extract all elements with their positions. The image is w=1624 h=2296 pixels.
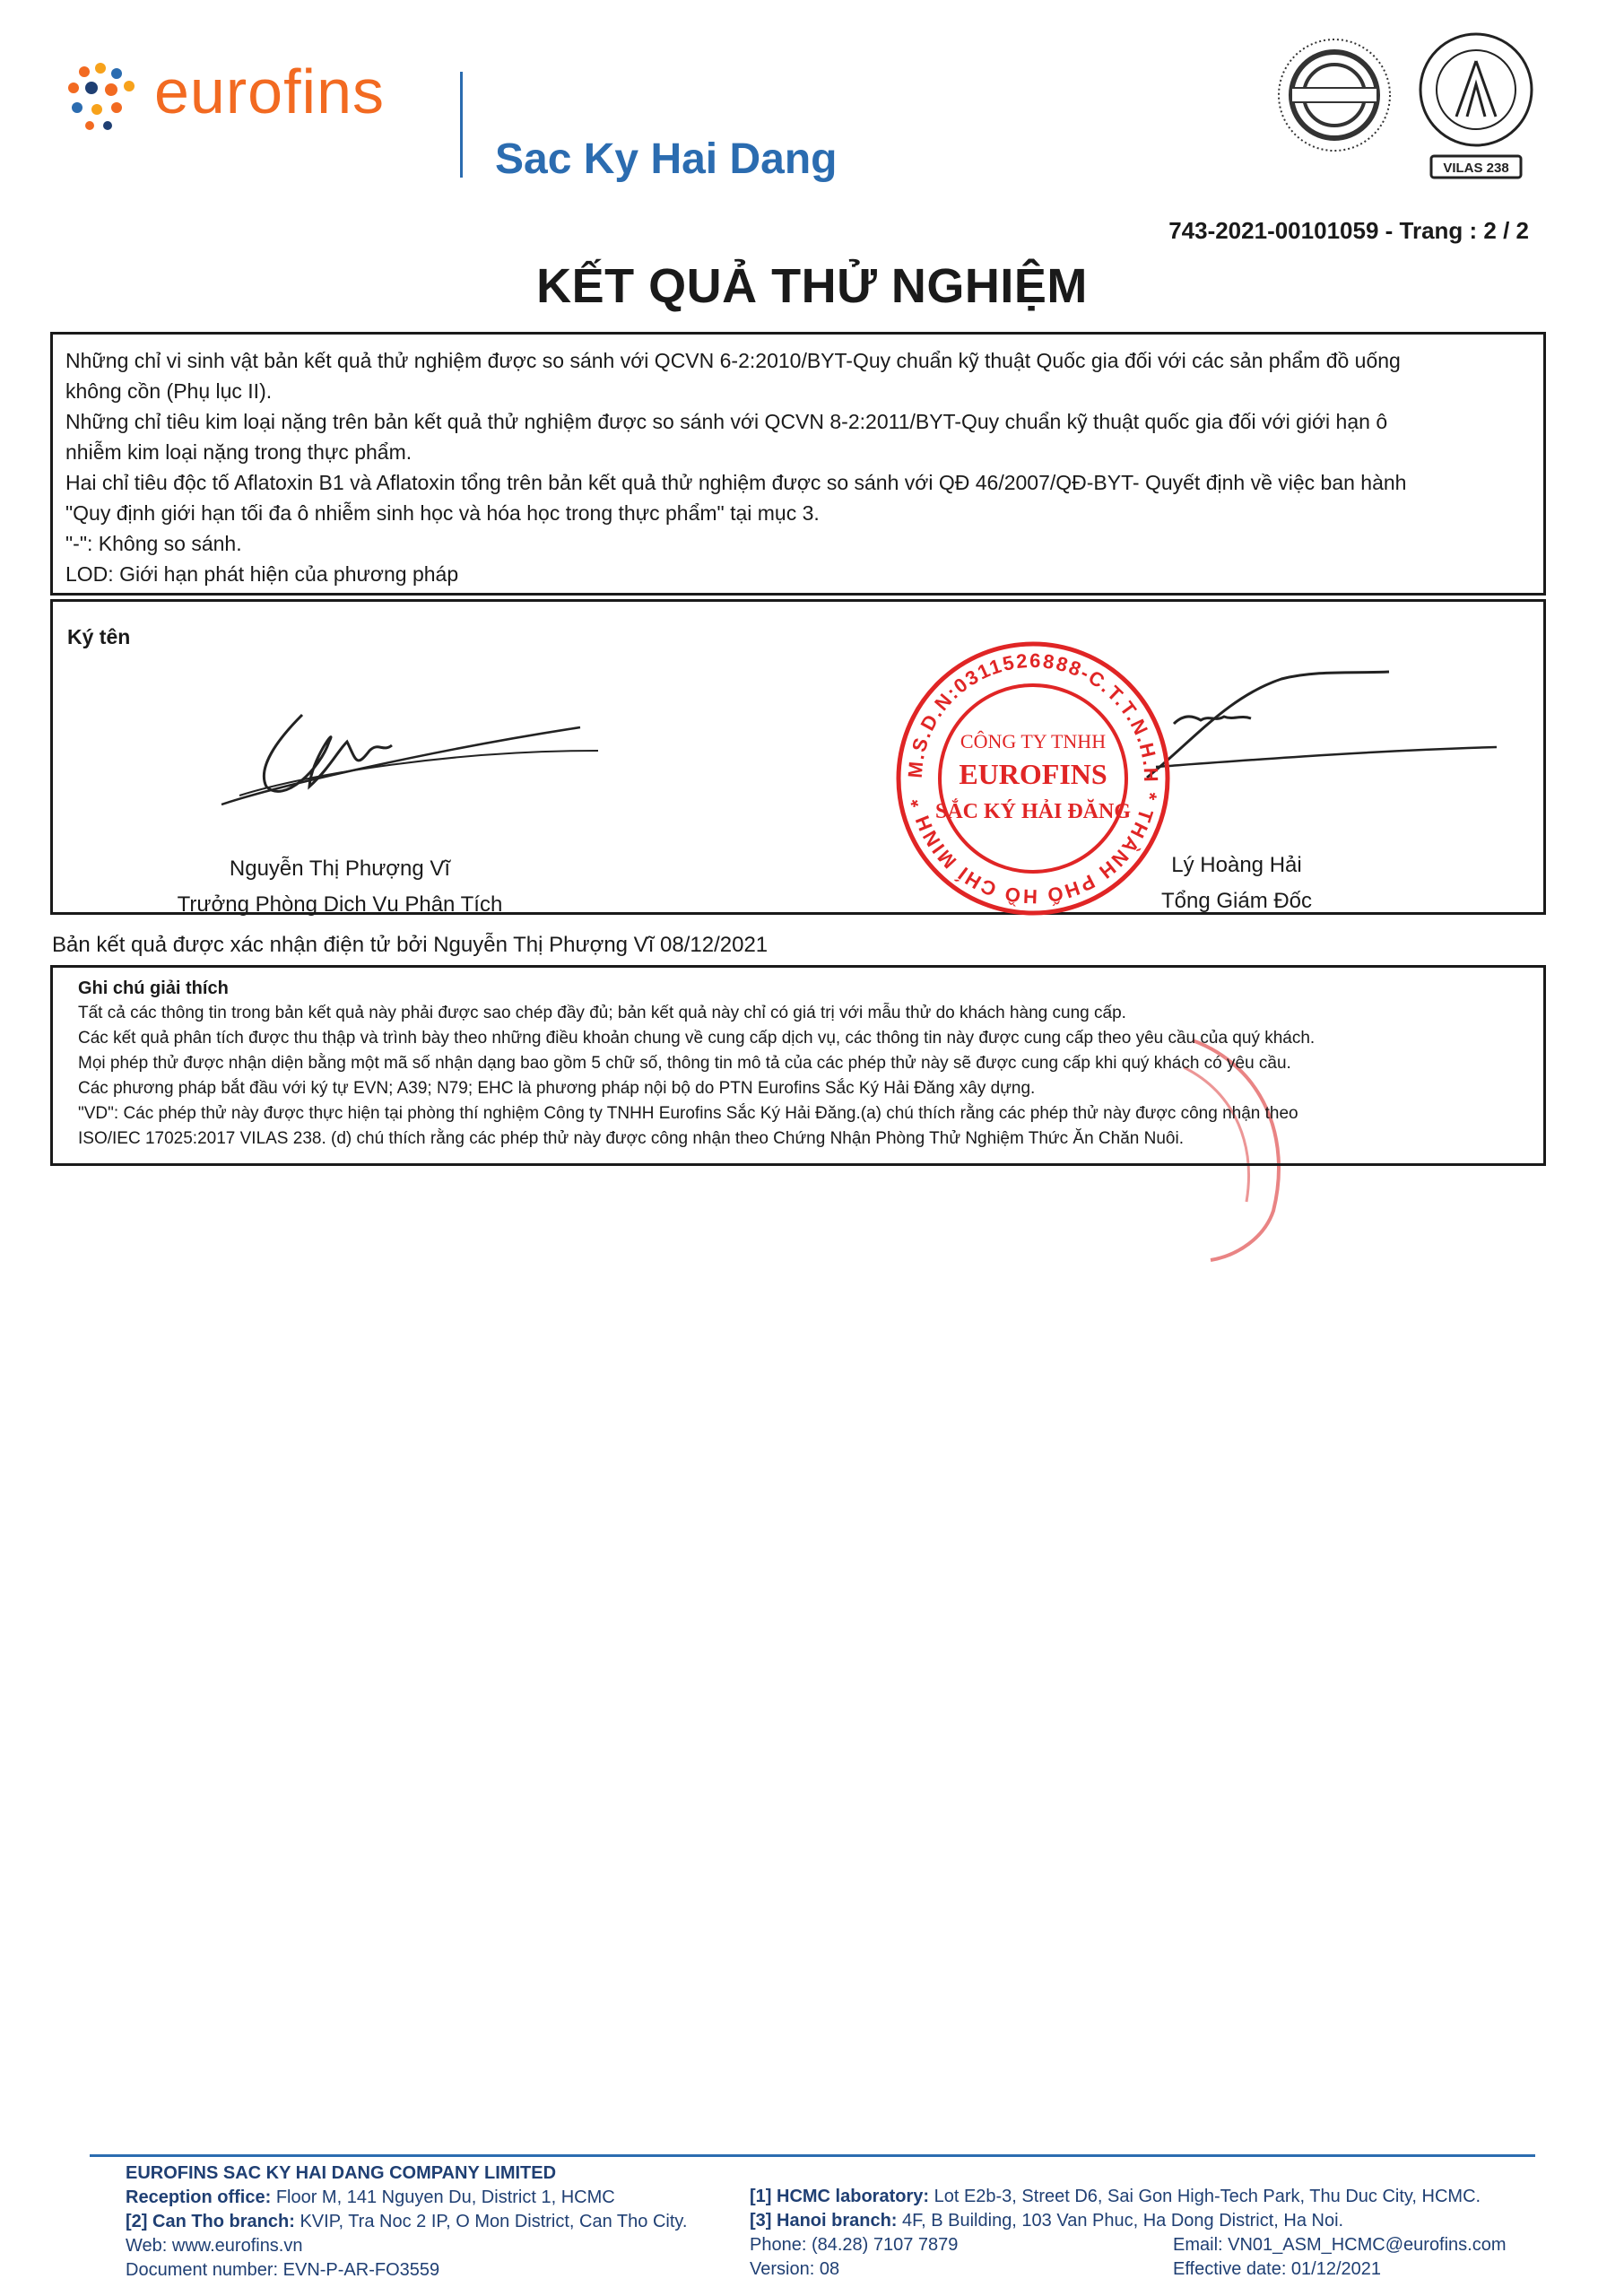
footer-divider <box>90 2154 1535 2157</box>
brand-logo-text: eurofins <box>154 57 386 126</box>
footer-company: EUROFINS SAC KY HAI DANG COMPANY LIMITED <box>126 2163 557 2183</box>
signature-right-icon <box>1120 661 1515 796</box>
legal-line: Mọi phép thử được nhận diện bằng một mã số nhận dạng bao gồm 5 chữ số, thông tin mô tả của các phép thử này sẽ được cung cấp khi quý khách có yêu cầu. <box>78 1054 1291 1073</box>
eurofins-logo-icon <box>65 61 145 133</box>
signature-label: Ký tên <box>67 625 131 648</box>
vilas-label: VILAS 238 <box>1443 161 1509 176</box>
note-line: nhiễm kim loại nặng trong thực phẩm. <box>65 440 413 464</box>
signer-right-name: Lý Hoàng Hải <box>1171 853 1302 877</box>
footer-hanoi: 4F, B Building, 103 Van Phuc, Ha Dong District, Ha Noi. <box>902 2211 1344 2231</box>
note-line: "Quy định giới hạn tối đa ô nhiễm sinh học và hóa học trong thực phẩm" tại mục 3. <box>65 501 820 525</box>
electronic-confirmation: Bản kết quả được xác nhận điện tử bởi Nguyễn Thị Phượng Vĩ 08/12/2021 <box>52 933 769 957</box>
bureau-of-accreditation-seal-icon <box>1417 30 1535 181</box>
legal-line: Tất cả các thông tin trong bản kết quả này phải được sao chép đầy đủ; bản kết quả này chỉ có giá trị với mẫu thử do khách hàng cung cấp. <box>78 1004 1126 1022</box>
footer-hanoi-label: [3] Hanoi branch: <box>750 2211 898 2231</box>
footer-phone: Phone: (84.28) 7107 7879 <box>750 2235 959 2255</box>
svg-text:EUROFINS: EUROFINS <box>959 758 1107 790</box>
note-line: LOD: Giới hạn phát hiện của phương pháp <box>65 562 459 586</box>
footer-docnum: Document number: EVN-P-AR-FO3559 <box>126 2260 440 2280</box>
legal-line: Các kết quả phân tích được thu thập và trình bày theo những điều khoản chung về cung cấp dịch vụ, các thông tin này được cung cấp theo yêu cầu của quý khách. <box>78 1029 1316 1048</box>
footer-version: Version: 08 <box>750 2259 840 2279</box>
svg-text:SẮC KÝ HẢI ĐĂNG: SẮC KÝ HẢI ĐĂNG <box>934 800 1132 823</box>
subsidiary-name: Sac Ky Hai Dang <box>495 135 838 183</box>
logo-divider <box>460 72 463 178</box>
signer-left-name: Nguyễn Thị Phượng Vĩ <box>229 857 451 881</box>
footer-reception: Floor M, 141 Nguyen Du, District 1, HCMC <box>275 2187 615 2207</box>
ilac-mra-seal-icon <box>1272 32 1397 158</box>
footer-reception-label: Reception office: <box>126 2187 272 2207</box>
note-line: Những chỉ tiêu kim loại nặng trên bản kết quả thử nghiệm được so sánh với QCVN 8-2:2011/BYT-Quy chuẩn kỹ thuật quốc gia đối với giới hạn ô <box>65 410 1388 433</box>
footer-hcmc: Lot E2b-3, Street D6, Sai Gon High-Tech Park, Thu Duc City, HCMC. <box>934 2187 1481 2206</box>
signer-right-title: Tổng Giám Đốc <box>1160 889 1313 913</box>
legal-line: "VD": Các phép thử này được thực hiện tại phòng thí nghiệm Công ty TNHH Eurofins Sắc Ký Hải Đăng.(a) chú thích rằng các phép thử này được công nhận theo <box>78 1104 1298 1123</box>
note-line: Hai chỉ tiêu độc tố Aflatoxin B1 và Aflatoxin tổng trên bản kết quả thử nghiệm được so sánh với QĐ 46/2007/QĐ-BYT- Quyết định về việc ban hành <box>65 471 1407 494</box>
signature-left-icon <box>204 688 616 822</box>
footer-left <box>126 2161 753 2283</box>
svg-text:M.S.D.N:0311526888-C.T.T.N.H.H: M.S.D.N:0311526888-C.T.T.N.H.H * THÀNH PHỐ HỒ CHÍ MINH * <box>903 648 1163 909</box>
comparison-notes-box <box>50 332 1546 596</box>
page-title: KẾT QUẢ THỬ NGHIỆM <box>536 259 1088 313</box>
note-line: Những chỉ vi sinh vật bản kết quả thử nghiệm được so sánh với QCVN 6-2:2010/BYT-Quy chuẩn kỹ thuật Quốc gia đối với các sản phẩm đồ uống <box>65 349 1401 372</box>
note-line: không cồn (Phụ lục II). <box>65 379 273 403</box>
document-reference: 743-2021-00101059 - Trang : 2 / 2 <box>1168 217 1529 244</box>
explanatory-notes-box <box>50 965 1546 1166</box>
footer-cantho-label: [2] Can Tho branch: <box>126 2212 295 2231</box>
company-red-stamp-icon <box>890 635 1177 922</box>
signer-left-title: Trưởng Phòng Dịch Vụ Phân Tích <box>177 892 503 917</box>
footer-web: Web: www.eurofins.vn <box>126 2236 303 2256</box>
note-line: "-": Không so sánh. <box>65 532 242 555</box>
legal-line: ISO/IEC 17025:2017 VILAS 238. (d) chú thích rằng các phép thử này được công nhận theo Chứng Nhận Phòng Thử Nghiệm Thức Ăn Chăn Nuôi. <box>78 1129 1184 1148</box>
footer-cantho: KVIP, Tra Noc 2 IP, O Mon District, Can Tho City. <box>300 2212 688 2231</box>
signer-left <box>152 851 528 923</box>
legal-line: Các phương pháp bắt đầu với ký tự EVN; A39; N79; EHC là phương pháp nội bộ do PTN Eurofins Sắc Ký Hải Đăng xây dựng. <box>78 1079 1036 1098</box>
svg-text:CÔNG TY TNHH: CÔNG TY TNHH <box>960 730 1107 752</box>
footer-effective: Effective date: 01/12/2021 <box>1173 2259 1382 2279</box>
footer-email: Email: VN01_ASM_HCMC@eurofins.com <box>1173 2235 1507 2255</box>
signature-box <box>50 599 1546 915</box>
footer-hcmc-label: [1] HCMC laboratory: <box>750 2187 930 2206</box>
footer-right <box>1173 2233 1550 2282</box>
explanatory-notes-title: Ghi chú giải thích <box>78 978 229 998</box>
